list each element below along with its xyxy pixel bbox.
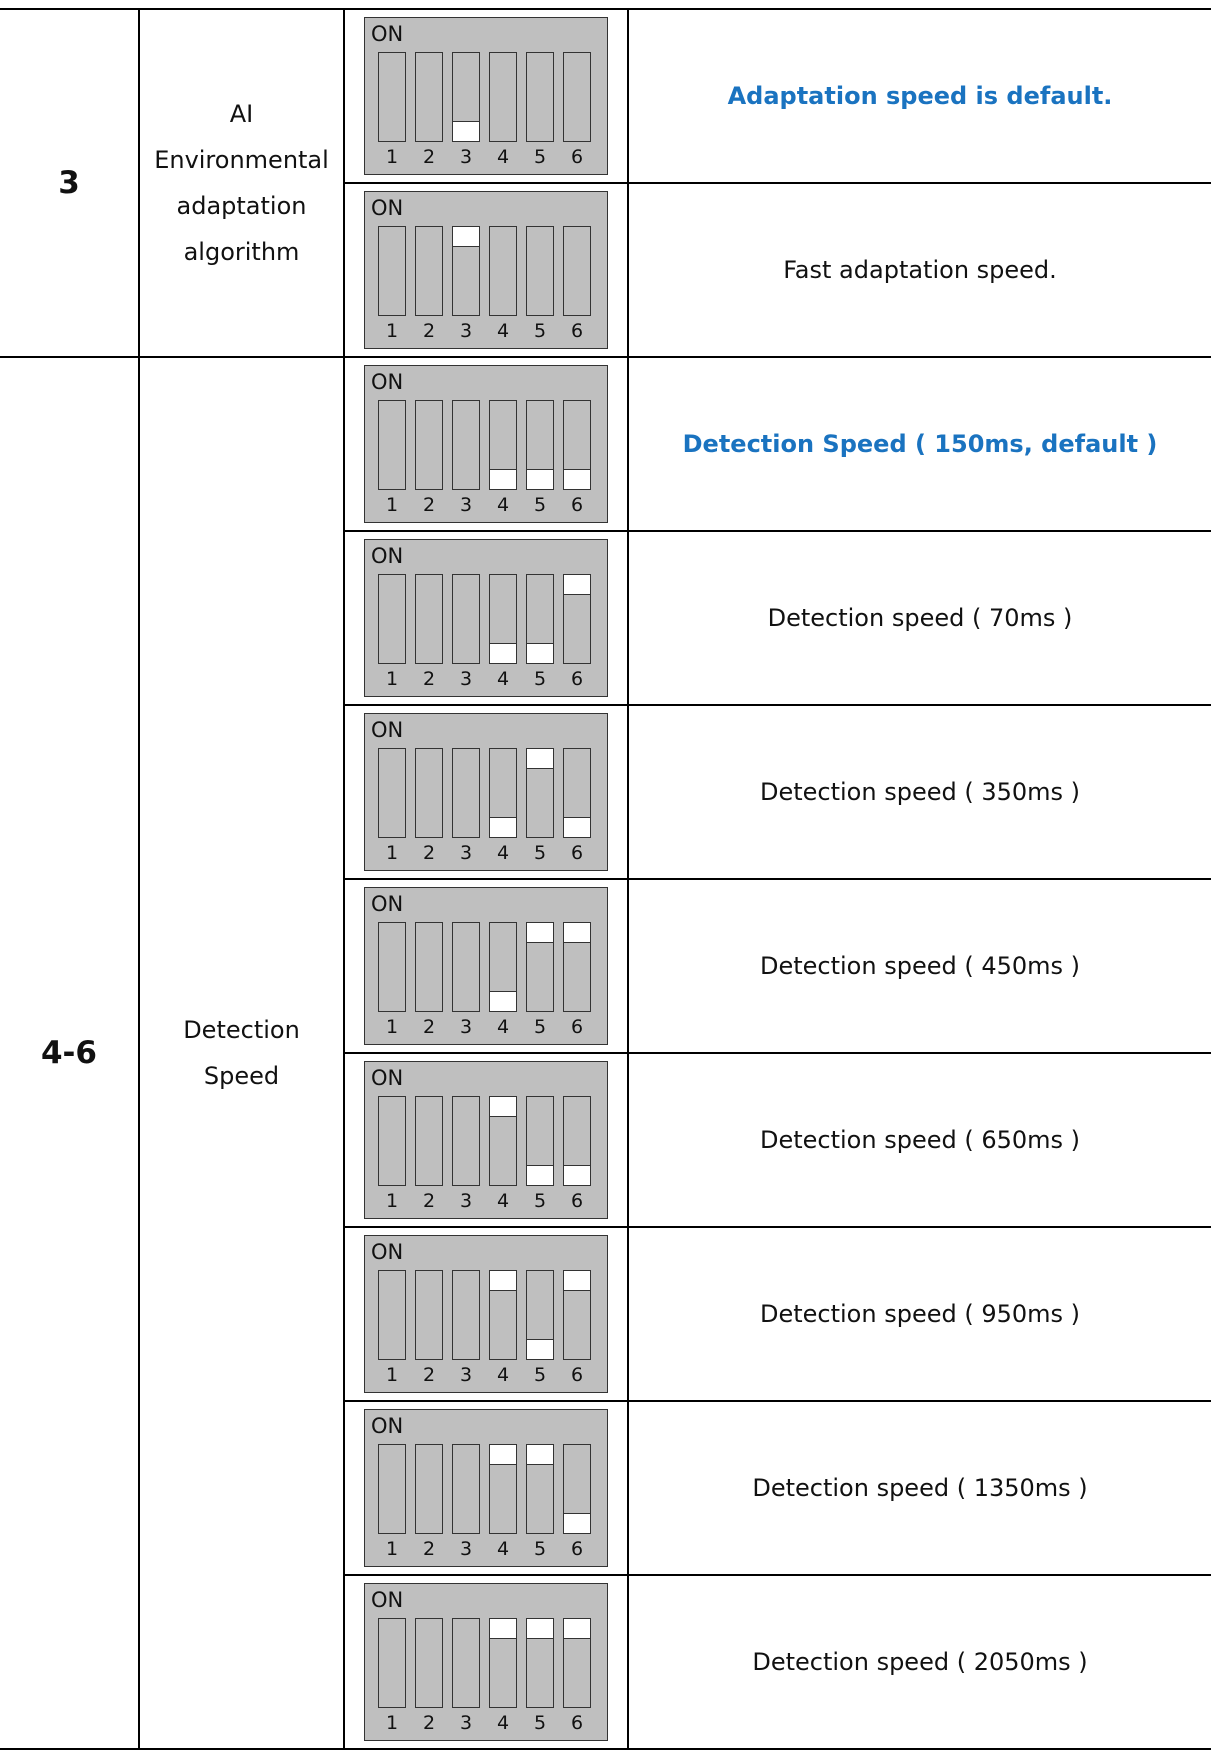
dip-switch-diagram <box>364 1583 608 1741</box>
dip-switch-slot <box>563 748 591 838</box>
dip-switch-diagram <box>364 1061 608 1219</box>
dip-switch-slot <box>563 922 591 1012</box>
switch-number: 4 <box>496 1364 510 1386</box>
dip-switch-slot <box>526 1270 554 1360</box>
dip-switch-slot <box>378 1096 406 1186</box>
dip-switch-slot <box>415 52 443 142</box>
switch-number: 4 <box>496 1538 510 1560</box>
switch-number: 2 <box>422 1712 436 1734</box>
dip-switch-slot <box>563 52 591 142</box>
switch-number: 2 <box>422 494 436 516</box>
switch-number: 5 <box>533 1538 547 1560</box>
dip-switch-slot <box>452 1096 480 1186</box>
dip-switch-slot <box>415 922 443 1012</box>
switch-number: 5 <box>533 1364 547 1386</box>
on-label: ON <box>371 1414 404 1438</box>
dip-switch-slot <box>563 574 591 664</box>
dip-switch-cell <box>344 1575 628 1749</box>
switch-number: 2 <box>422 146 436 168</box>
switch-number: 4 <box>496 842 510 864</box>
switch-number: 5 <box>533 1712 547 1734</box>
switch-number: 4 <box>496 1712 510 1734</box>
switch-number: 6 <box>570 320 584 342</box>
switch-number: 1 <box>385 320 399 342</box>
switch-number: 4 <box>496 494 510 516</box>
dip-switch-slot <box>489 922 517 1012</box>
setting-description: Adaptation speed is default. <box>628 9 1211 183</box>
switch-number: 1 <box>385 1538 399 1560</box>
dip-switch-slot <box>378 52 406 142</box>
dip-switch-cell <box>344 183 628 357</box>
dip-switch-diagram <box>364 17 608 175</box>
dip-switch-slot <box>489 1618 517 1708</box>
switch-knob-off <box>490 991 516 1011</box>
switch-number: 6 <box>570 146 584 168</box>
switch-knob-off <box>564 469 590 489</box>
switch-number: 2 <box>422 1538 436 1560</box>
switch-number: 3 <box>459 320 473 342</box>
setting-description: Detection speed ( 450ms ) <box>628 879 1211 1053</box>
switch-number: 1 <box>385 1364 399 1386</box>
switch-knob-on <box>527 1445 553 1465</box>
switch-knob-on <box>490 1271 516 1291</box>
dip-switch-slot <box>415 1270 443 1360</box>
on-label: ON <box>371 718 404 742</box>
dip-switch-slot <box>489 1444 517 1534</box>
dip-switch-diagram <box>364 539 608 697</box>
dip-switch-diagram <box>364 365 608 523</box>
dip-switch-slot <box>489 226 517 316</box>
dip-switch-slot <box>378 1618 406 1708</box>
on-label: ON <box>371 1240 404 1264</box>
switch-number: 6 <box>570 668 584 690</box>
dip-switch-cell <box>344 705 628 879</box>
switch-number: 5 <box>533 146 547 168</box>
dip-switch-slot <box>563 1444 591 1534</box>
dip-switch-diagram <box>364 1409 608 1567</box>
on-label: ON <box>371 544 404 568</box>
dip-switch-slot <box>526 922 554 1012</box>
switch-number: 3 <box>459 842 473 864</box>
dip-switch-slot <box>489 574 517 664</box>
switch-number: 2 <box>422 668 436 690</box>
switch-number: 5 <box>533 320 547 342</box>
switch-number: 1 <box>385 1712 399 1734</box>
switch-knob-off <box>527 1165 553 1185</box>
dip-switch-cell <box>344 879 628 1053</box>
dip-switch-slot <box>526 226 554 316</box>
dip-switch-slot <box>563 1270 591 1360</box>
switch-number: 6 <box>570 1538 584 1560</box>
switch-number: 3 <box>459 494 473 516</box>
dip-switch-slot <box>563 1618 591 1708</box>
dip-switch-slot <box>563 400 591 490</box>
switch-number: 4 <box>496 668 510 690</box>
switch-number: 3 <box>459 668 473 690</box>
group-name-line: Speed <box>203 1062 280 1090</box>
dip-switch-diagram <box>364 1235 608 1393</box>
setting-description: Detection speed ( 950ms ) <box>628 1227 1211 1401</box>
switch-number: 5 <box>533 842 547 864</box>
switch-number: 1 <box>385 494 399 516</box>
switch-number: 1 <box>385 842 399 864</box>
switch-number: 2 <box>422 320 436 342</box>
setting-description: Detection speed ( 1350ms ) <box>628 1401 1211 1575</box>
dip-switch-slot <box>489 1096 517 1186</box>
dip-switch-cell <box>344 1401 628 1575</box>
setting-description: Detection speed ( 350ms ) <box>628 705 1211 879</box>
switch-number: 3 <box>459 1190 473 1212</box>
dip-switch-cell <box>344 357 628 531</box>
switch-number: 4 <box>496 1190 510 1212</box>
dip-switch-cell <box>344 1227 628 1401</box>
dip-switch-slot <box>378 574 406 664</box>
dip-switch-slot <box>415 1618 443 1708</box>
switch-number: 6 <box>570 494 584 516</box>
on-label: ON <box>371 892 404 916</box>
switch-knob-on <box>564 575 590 595</box>
dip-switch-slot <box>526 400 554 490</box>
setting-description: Detection Speed ( 150ms, default ) <box>628 357 1211 531</box>
setting-description: Detection speed ( 70ms ) <box>628 531 1211 705</box>
dip-switch-slot <box>378 1444 406 1534</box>
switch-number: 3 <box>459 1364 473 1386</box>
switch-group-name <box>139 357 344 1749</box>
dip-switch-diagram <box>364 713 608 871</box>
dip-switch-cell <box>344 531 628 705</box>
switch-group-number: 3 <box>0 9 139 357</box>
switch-number: 1 <box>385 1016 399 1038</box>
dip-switch-slot <box>526 1444 554 1534</box>
switch-number: 6 <box>570 842 584 864</box>
switch-number: 3 <box>459 146 473 168</box>
dip-switch-slot <box>526 1618 554 1708</box>
switch-number: 5 <box>533 494 547 516</box>
dip-switch-slot <box>563 226 591 316</box>
switch-number: 4 <box>496 146 510 168</box>
dip-switch-slot <box>452 1618 480 1708</box>
switch-knob-off <box>527 643 553 663</box>
switch-number: 6 <box>570 1016 584 1038</box>
switch-number: 1 <box>385 146 399 168</box>
group-name-line: algorithm <box>183 238 300 266</box>
dip-switch-slot <box>452 574 480 664</box>
switch-group-number: 4-6 <box>0 357 139 1749</box>
dip-switch-slot <box>526 1096 554 1186</box>
switch-number: 2 <box>422 1016 436 1038</box>
table-body <box>0 9 1211 1749</box>
setting-description: Fast adaptation speed. <box>628 183 1211 357</box>
switch-number: 3 <box>459 1538 473 1560</box>
dip-switch-slot <box>378 226 406 316</box>
switch-number: 2 <box>422 842 436 864</box>
dip-switch-slot <box>415 574 443 664</box>
table-row <box>0 357 1211 531</box>
switch-knob-on <box>490 1445 516 1465</box>
switch-number: 1 <box>385 668 399 690</box>
switch-number: 6 <box>570 1190 584 1212</box>
dip-switch-slot <box>452 226 480 316</box>
switch-knob-on <box>564 1271 590 1291</box>
switch-number: 4 <box>496 1016 510 1038</box>
switch-number: 5 <box>533 1190 547 1212</box>
dip-switch-slot <box>415 748 443 838</box>
switch-knob-off <box>564 1513 590 1533</box>
dip-switch-slot <box>452 922 480 1012</box>
on-label: ON <box>371 370 404 394</box>
dip-switch-slot <box>489 52 517 142</box>
switch-knob-on <box>490 1097 516 1117</box>
group-name-line: Detection <box>183 1016 300 1044</box>
switch-knob-on <box>490 1619 516 1639</box>
switch-knob-off <box>527 469 553 489</box>
switch-number: 3 <box>459 1016 473 1038</box>
group-name-line: adaptation <box>176 192 307 220</box>
dip-switch-slot <box>452 1270 480 1360</box>
setting-description: Detection speed ( 650ms ) <box>628 1053 1211 1227</box>
dip-switch-slot <box>489 748 517 838</box>
dip-switch-slot <box>526 52 554 142</box>
switch-knob-on <box>453 227 479 247</box>
group-name-line: Environmental <box>154 146 329 174</box>
dip-switch-cell <box>344 9 628 183</box>
switch-number: 4 <box>496 320 510 342</box>
switch-number: 6 <box>570 1364 584 1386</box>
dip-switch-slot <box>489 400 517 490</box>
on-label: ON <box>371 22 404 46</box>
dip-switch-slot <box>526 574 554 664</box>
switch-knob-on <box>527 923 553 943</box>
dip-switch-slot <box>415 1444 443 1534</box>
dip-switch-slot <box>415 1096 443 1186</box>
dip-switch-cell <box>344 1053 628 1227</box>
switch-knob-off <box>564 817 590 837</box>
switch-number: 5 <box>533 1016 547 1038</box>
switch-knob-off <box>490 643 516 663</box>
group-name-line: AI <box>229 100 254 128</box>
switch-knob-on <box>527 1619 553 1639</box>
dip-switch-slot <box>415 226 443 316</box>
dip-switch-slot <box>415 400 443 490</box>
setting-description: Detection speed ( 2050ms ) <box>628 1575 1211 1749</box>
switch-group-name <box>139 9 344 357</box>
dip-switch-slot <box>378 1270 406 1360</box>
switch-number: 3 <box>459 1712 473 1734</box>
dip-switch-slot <box>378 400 406 490</box>
dip-switch-slot <box>378 748 406 838</box>
switch-knob-off <box>490 817 516 837</box>
dip-switch-slot <box>452 400 480 490</box>
dip-switch-diagram <box>364 887 608 1045</box>
switch-knob-off <box>453 121 479 141</box>
switch-number: 6 <box>570 1712 584 1734</box>
dip-switch-slot <box>452 1444 480 1534</box>
on-label: ON <box>371 1588 404 1612</box>
switch-knob-off <box>564 1165 590 1185</box>
dip-switch-slot <box>526 748 554 838</box>
table-row <box>0 9 1211 183</box>
switch-number: 2 <box>422 1364 436 1386</box>
dip-switch-slot <box>378 922 406 1012</box>
dip-switch-slot <box>452 748 480 838</box>
switch-number: 1 <box>385 1190 399 1212</box>
dip-switch-slot <box>452 52 480 142</box>
switch-number: 5 <box>533 668 547 690</box>
dip-switch-diagram <box>364 191 608 349</box>
switch-knob-on <box>564 923 590 943</box>
dip-switch-settings-table <box>0 8 1211 1750</box>
switch-number: 2 <box>422 1190 436 1212</box>
dip-switch-slot <box>489 1270 517 1360</box>
on-label: ON <box>371 196 404 220</box>
switch-knob-on <box>564 1619 590 1639</box>
switch-knob-off <box>527 1339 553 1359</box>
on-label: ON <box>371 1066 404 1090</box>
dip-switch-slot <box>563 1096 591 1186</box>
switch-knob-off <box>490 469 516 489</box>
switch-knob-on <box>527 749 553 769</box>
